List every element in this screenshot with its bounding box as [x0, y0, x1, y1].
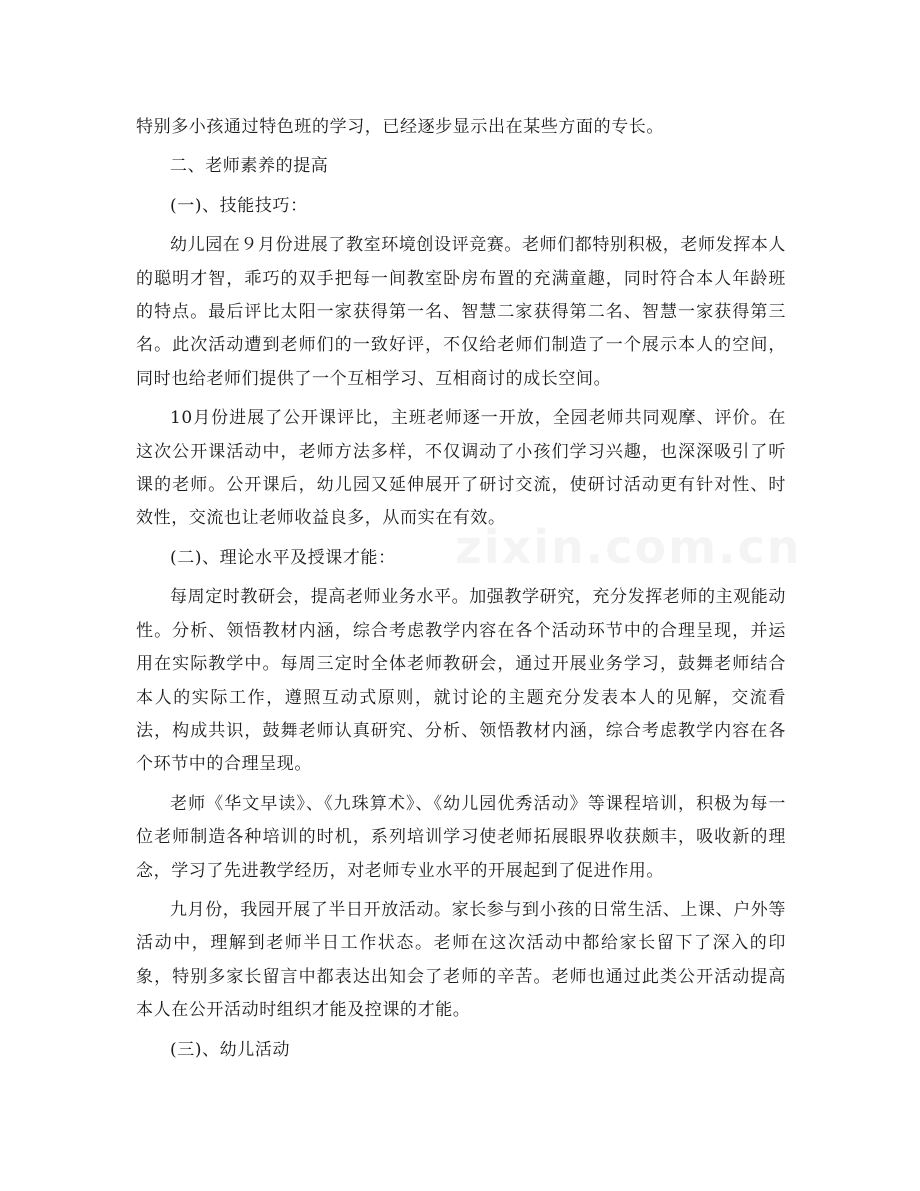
paragraph-training: 老师《华文早读》、《九珠算术》、《幼儿园优秀活动》等课程培训，积极为每一位老师制造各种培训的时机，系列培训学习使老师拓展眼界收获颇丰，吸收新的理念，学习了先进教学经历，对老师专业水平的开展起到了促进作用。	[136, 793, 786, 881]
paragraph-weekly-meeting: 每周定时教研会，提高老师业务水平。加强教学研究，充分发挥老师的主观能动性。分析、领悟教材内涵，综合考虑教学内容在各个活动环节中的合理呈现，并运用在实际教学中。每周三定时全体老师教研会，通过开展业务学习，鼓舞老师结合本人的实际工作，遵照互动式原则，就讨论的主题充分发表本人的见解，交流看法，构成共识，鼓舞老师认真研究、分析、领悟教材内涵，综合考虑教学内容在各个环节中的合理呈现。	[136, 587, 786, 775]
document-body	[136, 111, 786, 1073]
subsection-heading-theory: (二)、理论水平及授课才能：	[170, 547, 396, 568]
section-heading-teacher-quality: 二、老师素养的提高	[170, 156, 329, 177]
paragraph-open-class: 10月份进展了公开课评比，主班老师逐一开放，全园老师共同观摩、评价。在这次公开课活动中，老师方法多样，不仅调动了小孩们学习兴趣，也深深吸引了听课的老师。公开课后，幼儿园又延伸展开了研讨交流，使研讨活动更有针对性、时效性，交流也让老师收益良多，从而实在有效。	[136, 408, 786, 529]
paragraph-classroom-contest: 幼儿园在９月份进展了教室环境创设评竞赛。老师们都特别积极，老师发挥本人的聪明才智，乖巧的双手把每一间教室卧房布置的充满童趣，同时符合本人年龄班的特点。最后评比太阳一家获得第一名、智慧二家获得第二名、智慧一家获得第三名。此次活动遭到老师们的一致好评，不仅给老师们制造了一个展示本人的空间，同时也给老师们提供了一个互相学习、互相商讨的成长空间。	[136, 235, 786, 389]
subsection-heading-skills: (一)、技能技巧：	[170, 195, 308, 216]
paragraph-open-day: 九月份，我园开展了半日开放活动。家长参与到小孩的日常生活、上课、户外等活动中，理解到老师半日工作状态。老师在这次活动中都给家长留下了深入的印象，特别多家长留言中都表达出知会了老师的辛苦。老师也通过此类公开活动提高本人在公开活动时组织才能及控课的才能。	[136, 899, 786, 1021]
paragraph-continuation: 特别多小孩通过特色班的学习，已经逐步显示出在某些方面的专长。	[136, 117, 664, 137]
subsection-heading-child-activities: (三)、幼儿活动	[170, 1039, 291, 1060]
